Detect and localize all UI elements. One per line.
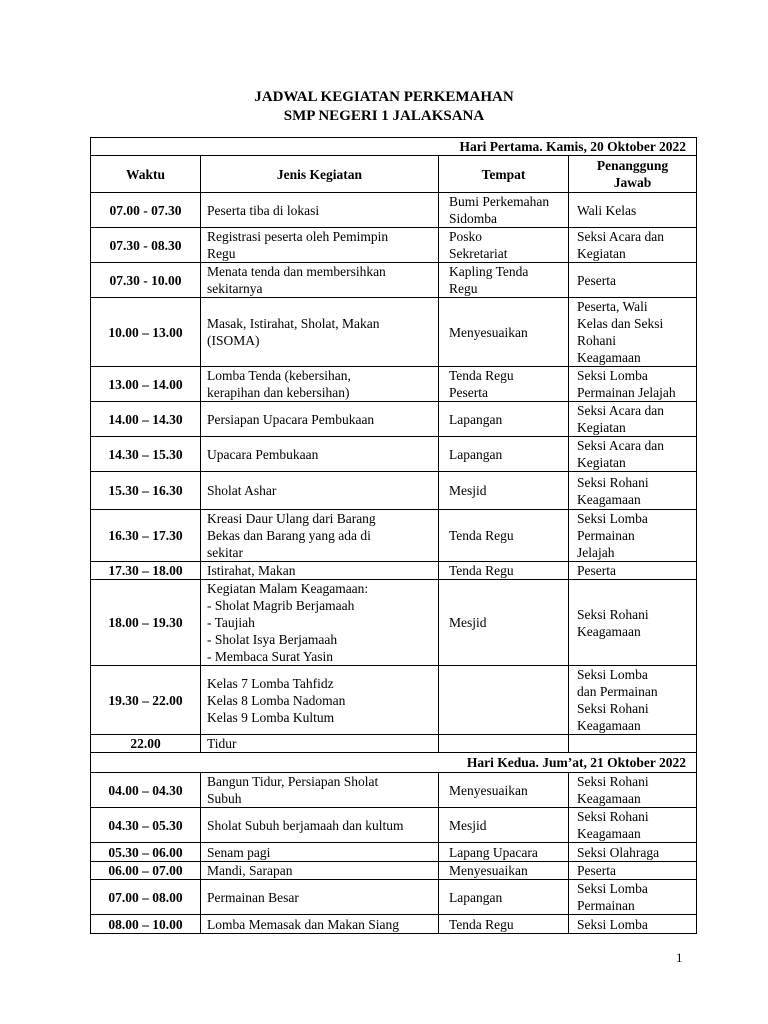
cell-penanggung-jawab <box>569 843 697 862</box>
cell-tempat <box>439 510 569 562</box>
cell-penanggung-jawab <box>569 367 697 402</box>
cell-kegiatan <box>201 880 439 915</box>
cell-line: Posko <box>449 229 483 244</box>
cell-tempat <box>439 862 569 880</box>
table-row <box>91 228 697 263</box>
cell-tempat <box>439 808 569 843</box>
cell-line: Masak, Istirahat, Sholat, Makan <box>207 316 380 331</box>
cell-waktu: 04.30 – 05.30 <box>91 808 201 843</box>
cell-waktu: 14.30 – 15.30 <box>91 437 201 472</box>
cell-line: sekitar <box>207 545 243 560</box>
cell-kegiatan <box>201 228 439 263</box>
cell-line: Menyesuaikan <box>449 863 528 878</box>
cell-line: Kreasi Daur Ulang dari Barang <box>207 511 376 526</box>
cell-line: Menyesuaikan <box>449 782 528 798</box>
cell-line: Peserta tiba di lokasi <box>207 202 320 218</box>
day-label: Hari Kedua. Jum’at, 21 Oktober 2022 <box>91 753 697 773</box>
cell-penanggung-jawab <box>569 263 697 298</box>
cell-penanggung-jawab <box>569 915 697 934</box>
cell-line: Kegiatan <box>577 246 626 261</box>
cell-waktu: 13.00 – 14.00 <box>91 367 201 402</box>
cell-kegiatan <box>201 735 439 753</box>
cell-line: Seksi Olahraga <box>577 844 660 860</box>
cell-line: Permainan <box>577 528 635 543</box>
header-waktu: Waktu <box>91 156 201 193</box>
cell-line: Seksi Lomba <box>577 511 648 526</box>
cell-line: Seksi Lomba <box>577 667 648 682</box>
cell-tempat <box>439 880 569 915</box>
table-row <box>91 193 697 228</box>
cell-kegiatan <box>201 510 439 562</box>
table-row <box>91 773 697 808</box>
table-row <box>91 808 697 843</box>
cell-line: Menata tenda dan membersihkan <box>207 264 386 279</box>
cell-penanggung-jawab <box>569 510 697 562</box>
table-row <box>91 472 697 510</box>
cell-line: Mesjid <box>449 483 487 498</box>
cell-line: Subuh <box>207 791 242 806</box>
header-pj-line2: Jawab <box>613 175 652 190</box>
cell-line: Wali Kelas <box>577 202 637 218</box>
cell-line: sekitarnya <box>207 281 263 296</box>
header-jenis-kegiatan: Jenis Kegiatan <box>201 156 439 193</box>
cell-line: Seksi Rohani <box>577 606 649 622</box>
cell-waktu: 16.30 – 17.30 <box>91 510 201 562</box>
document-subtitle: SMP NEGERI 1 JALAKSANA <box>283 108 485 124</box>
cell-penanggung-jawab <box>569 880 697 915</box>
cell-waktu: 15.30 – 16.30 <box>91 472 201 510</box>
cell-waktu: 22.00 <box>91 735 201 753</box>
cell-kegiatan <box>201 402 439 437</box>
cell-line: Keagamaan <box>577 791 641 806</box>
cell-line: Seksi Lomba <box>577 916 648 932</box>
cell-line: Seksi Acara dan <box>577 229 664 244</box>
cell-tempat <box>439 843 569 862</box>
cell-tempat <box>439 263 569 298</box>
cell-line: Mesjid <box>449 615 487 630</box>
cell-line: Senam pagi <box>207 844 271 860</box>
cell-line: Lapang Upacara <box>449 844 538 860</box>
cell-waktu: 04.00 – 04.30 <box>91 773 201 808</box>
cell-waktu: 05.30 – 06.00 <box>91 843 201 862</box>
cell-tempat <box>439 562 569 580</box>
cell-line: Keagamaan <box>577 350 641 365</box>
cell-kegiatan <box>201 437 439 472</box>
cell-line: Kelas 9 Lomba Kultum <box>207 709 335 725</box>
header-penanggung-jawab <box>569 156 697 193</box>
cell-line: Tenda Regu <box>449 368 514 383</box>
cell-line: Peserta <box>577 272 616 288</box>
cell-kegiatan <box>201 915 439 934</box>
cell-penanggung-jawab <box>569 773 697 808</box>
cell-line: Seksi Rohani <box>577 809 649 824</box>
header-tempat: Tempat <box>439 156 569 193</box>
cell-line: Lapangan <box>449 446 503 462</box>
cell-waktu: 07.30 - 08.30 <box>91 228 201 263</box>
cell-line: Seksi Rohani <box>577 774 649 789</box>
cell-waktu: 14.00 – 14.30 <box>91 402 201 437</box>
cell-line: Istirahat, Makan <box>207 563 296 578</box>
cell-kegiatan <box>201 580 439 666</box>
cell-penanggung-jawab <box>569 298 697 367</box>
cell-tempat <box>439 472 569 510</box>
cell-waktu: 18.00 – 19.30 <box>91 580 201 666</box>
cell-tempat <box>439 193 569 228</box>
table-row <box>91 580 697 666</box>
table-row <box>91 843 697 862</box>
table-row <box>91 263 697 298</box>
cell-line: - Taujiah <box>207 615 255 630</box>
cell-line: Peserta <box>449 385 488 400</box>
cell-line: - Sholat Magrib Berjamaah <box>207 598 355 613</box>
cell-tempat <box>439 666 569 735</box>
cell-kegiatan <box>201 773 439 808</box>
table-row <box>91 880 697 915</box>
table-row <box>91 402 697 437</box>
document-title: JADWAL KEGIATAN PERKEMAHAN <box>254 89 514 105</box>
table-row <box>91 735 697 753</box>
day-label: Hari Pertama. Kamis, 20 Oktober 2022 <box>91 138 697 156</box>
cell-waktu: 17.30 – 18.00 <box>91 562 201 580</box>
cell-line: Lomba Tenda (kebersihan, <box>207 368 351 383</box>
cell-line: Regu <box>207 246 236 261</box>
cell-waktu: 07.00 - 07.30 <box>91 193 201 228</box>
cell-kegiatan <box>201 562 439 580</box>
cell-line: kerapihan dan kebersihan) <box>207 385 350 400</box>
cell-line: Tenda Regu <box>449 916 514 932</box>
cell-kegiatan <box>201 263 439 298</box>
cell-line: Jelajah <box>577 545 615 560</box>
cell-penanggung-jawab <box>569 437 697 472</box>
cell-line: - Membaca Surat Yasin <box>207 649 333 664</box>
cell-penanggung-jawab <box>569 862 697 880</box>
cell-line: Lomba Memasak dan Makan Siang <box>207 916 399 932</box>
cell-line: (ISOMA) <box>207 333 260 348</box>
table-row <box>91 862 697 880</box>
cell-line: Keagamaan <box>577 623 641 639</box>
cell-waktu: 07.30 - 10.00 <box>91 263 201 298</box>
cell-line: Rohani <box>577 333 616 348</box>
cell-line: Keagamaan <box>577 718 641 733</box>
cell-waktu: 06.00 – 07.00 <box>91 862 201 880</box>
day-row <box>91 138 697 156</box>
cell-line: Menyesuaikan <box>449 324 528 340</box>
cell-tempat <box>439 402 569 437</box>
cell-kegiatan <box>201 298 439 367</box>
table-row <box>91 562 697 580</box>
header-pj-line1: Penanggung <box>596 158 669 173</box>
cell-line: Permainan Jelajah <box>577 385 676 400</box>
table-row <box>91 298 697 367</box>
cell-line: Lapangan <box>449 411 503 427</box>
cell-line: Keagamaan <box>577 826 641 841</box>
cell-line: Mandi, Sarapan <box>207 863 293 878</box>
cell-line: Seksi Rohani <box>577 474 649 490</box>
cell-penanggung-jawab <box>569 402 697 437</box>
cell-kegiatan <box>201 472 439 510</box>
table-row <box>91 437 697 472</box>
cell-line: Bangun Tidur, Persiapan Sholat <box>207 774 379 789</box>
cell-line: Sekretariat <box>449 246 508 261</box>
cell-tempat <box>439 367 569 402</box>
cell-line: Seksi Acara dan <box>577 438 664 453</box>
cell-line: dan Permainan <box>577 684 658 699</box>
cell-line: Peserta <box>577 563 616 578</box>
cell-tempat <box>439 915 569 934</box>
cell-waktu: 07.00 – 08.00 <box>91 880 201 915</box>
cell-penanggung-jawab <box>569 228 697 263</box>
cell-waktu: 08.00 – 10.00 <box>91 915 201 934</box>
cell-line: - Sholat Isya Berjamaah <box>207 632 338 647</box>
cell-line: Kelas 7 Lomba Tahfidz <box>207 675 334 691</box>
cell-line: Bumi Perkemahan <box>449 194 550 209</box>
table-row <box>91 367 697 402</box>
cell-line: Seksi Acara dan <box>577 403 664 418</box>
cell-line: Kelas dan Seksi <box>577 316 664 331</box>
cell-line: Permainan <box>577 898 635 913</box>
cell-kegiatan <box>201 666 439 735</box>
table-header-row <box>91 156 697 193</box>
cell-waktu: 19.30 – 22.00 <box>91 666 201 735</box>
cell-line: Bekas dan Barang yang ada di <box>207 528 371 543</box>
cell-line: Keagamaan <box>577 491 641 507</box>
cell-line: Tenda Regu <box>449 563 514 578</box>
cell-line: Sidomba <box>449 211 498 226</box>
cell-line: Peserta <box>577 863 616 878</box>
cell-line: Seksi Lomba <box>577 881 648 896</box>
cell-line: Lapangan <box>449 889 503 905</box>
cell-penanggung-jawab <box>569 193 697 228</box>
cell-line: Sholat Ashar <box>207 483 277 498</box>
cell-kegiatan <box>201 367 439 402</box>
cell-line: Regu <box>449 281 478 296</box>
cell-line: Upacara Pembukaan <box>207 446 319 462</box>
cell-waktu: 10.00 – 13.00 <box>91 298 201 367</box>
cell-penanggung-jawab <box>569 562 697 580</box>
cell-tempat <box>439 298 569 367</box>
cell-kegiatan <box>201 808 439 843</box>
day-row <box>91 753 697 773</box>
cell-penanggung-jawab <box>569 580 697 666</box>
table-row <box>91 915 697 934</box>
page-number: 1 <box>676 950 683 965</box>
cell-tempat <box>439 580 569 666</box>
cell-tempat <box>439 735 569 753</box>
cell-line: Seksi Rohani <box>577 701 649 716</box>
cell-line: Tenda Regu <box>449 528 514 543</box>
cell-line: Registrasi peserta oleh Pemimpin <box>207 229 389 244</box>
cell-line: Kegiatan <box>577 420 626 435</box>
cell-penanggung-jawab <box>569 808 697 843</box>
cell-line: Kegiatan Malam Keagamaan: <box>207 581 369 596</box>
cell-kegiatan <box>201 862 439 880</box>
cell-tempat <box>439 773 569 808</box>
table-row <box>91 510 697 562</box>
cell-line: Kelas 8 Lomba Nadoman <box>207 692 346 708</box>
cell-tempat <box>439 228 569 263</box>
cell-penanggung-jawab <box>569 735 697 753</box>
schedule-table <box>90 137 697 934</box>
cell-line: Kegiatan <box>577 455 626 470</box>
cell-kegiatan <box>201 193 439 228</box>
cell-line: Kapling Tenda <box>449 264 529 279</box>
schedule-table-body <box>91 138 697 934</box>
cell-line: Peserta, Wali <box>577 299 648 314</box>
cell-tempat <box>439 437 569 472</box>
cell-line: Sholat Subuh berjamaah dan kultum <box>207 817 404 833</box>
cell-penanggung-jawab <box>569 472 697 510</box>
cell-line: Tidur <box>207 736 237 751</box>
table-row <box>91 666 697 735</box>
cell-kegiatan <box>201 843 439 862</box>
cell-line: Persiapan Upacara Pembukaan <box>207 411 375 427</box>
cell-line: Seksi Lomba <box>577 368 648 383</box>
cell-penanggung-jawab <box>569 666 697 735</box>
cell-line: Permainan Besar <box>207 889 299 905</box>
cell-line: Mesjid <box>449 817 487 833</box>
